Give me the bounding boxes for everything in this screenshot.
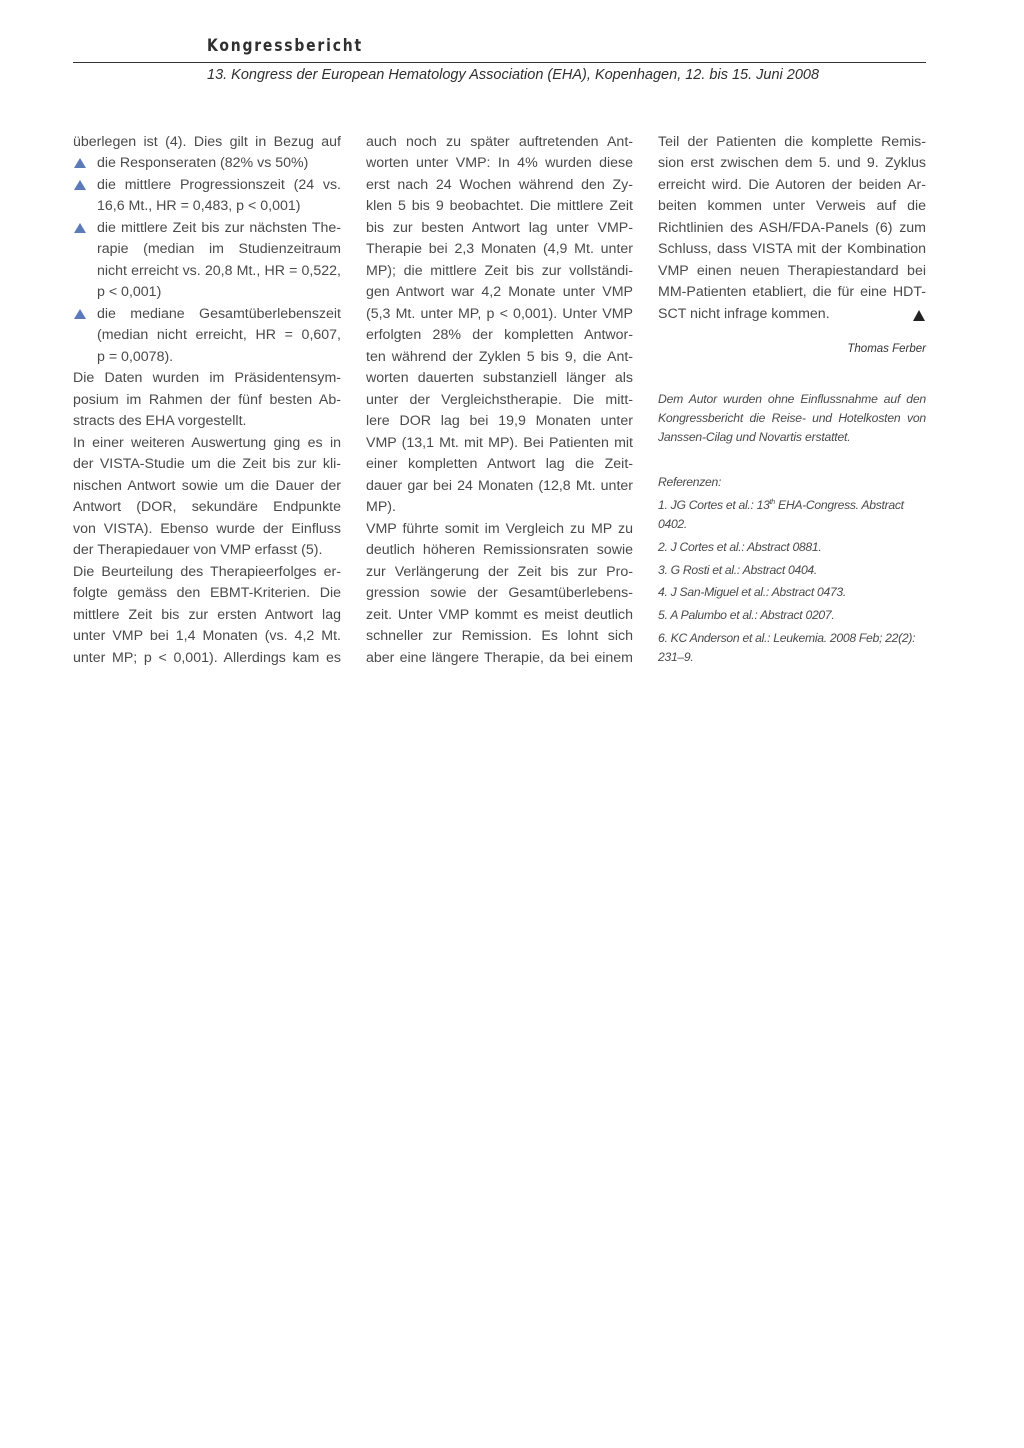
text-line: MP).	[366, 499, 396, 515]
running-header-title: Kongressbericht	[207, 36, 363, 56]
text-line: auch noch zu später auftretenden Ant-	[366, 134, 633, 150]
text-line: SCT nicht infrage kommen.	[658, 306, 830, 322]
list-item: (median nicht erreicht, HR = 0,607,	[97, 327, 341, 343]
reference-item: 0402.	[658, 517, 687, 531]
text-line: überlegen ist (4). Dies gilt in Bezug auf	[73, 134, 341, 150]
text-line: unter MP; p < 0,001). Allerdings kam es	[73, 650, 341, 666]
text-line: gen Antwort war 4,2 Monate unter VMP	[366, 284, 633, 300]
disclosure-line: Dem Autor wurden ohne Einflussnahme auf den	[658, 392, 926, 406]
reference-item	[658, 496, 926, 515]
text-line: erfolgten 28% der kompletten Antwor-	[366, 327, 633, 343]
list-item: p < 0,001)	[97, 284, 162, 300]
text-line: VMP einen neuen Therapiestandard bei	[658, 263, 926, 279]
text-line: Therapie bei 2,3 Monaten (4,9 Mt. unter	[366, 241, 633, 257]
list-item: 16,6 Mt., HR = 0,483, p < 0,001)	[97, 198, 301, 214]
reference-item: 5. A Palumbo et al.: Abstract 0207.	[658, 608, 835, 622]
text-line: Schluss, dass VISTA mit der Kombination	[658, 241, 926, 257]
text-line: Richtlinien des ASH/FDA-Panels (6) zum	[658, 220, 926, 236]
text-line: zur Verlängerung der Zeit bis zur Pro-	[366, 564, 633, 580]
reference-item: 2. J Cortes et al.: Abstract 0881.	[658, 540, 822, 554]
text-line: Antwort (DOR, sekundäre Endpunkte	[73, 499, 341, 515]
text-line: Teil der Patienten die komplette Remis-	[658, 134, 926, 150]
text-line: erst nach 24 Wochen während den Zy-	[366, 177, 633, 193]
reference-text: 1. JG Cortes et al.: 13	[658, 498, 770, 512]
reference-item: 231–9.	[658, 650, 694, 664]
text-line: unter der Vergleichstherapie. Die mitt-	[366, 392, 633, 408]
text-line: worten dauerten substanziell länger als	[366, 370, 633, 386]
triangle-bullet-icon	[74, 180, 86, 190]
running-header-subtitle: 13. Kongress der European Hematology Association (EHA), Kopenhagen, 12. bis 15. Juni 2008	[207, 67, 820, 83]
disclosure-line: Janssen-Cilag und Novartis erstattet.	[658, 430, 851, 444]
text-line: klen 5 bis 9 beobachtet. Die mittlere Zeit	[366, 198, 633, 214]
reference-superscript: th	[769, 498, 775, 506]
text-line: lere DOR lag bei 19,9 Monaten unter	[366, 413, 633, 429]
text-line: unter VMP bei 1,4 Monaten (vs. 4,2 Mt.	[73, 628, 341, 644]
text-line: worten unter VMP: In 4% wurden diese	[366, 155, 633, 171]
reference-text: EHA-Congress. Abstract	[774, 498, 904, 512]
list-item: die mittlere Progressionszeit (24 vs.	[97, 177, 341, 193]
list-item: die Responseraten (82% vs 50%)	[97, 155, 309, 171]
author-name: Thomas Ferber	[847, 343, 926, 355]
text-line: stracts des EHA vorgestellt.	[73, 413, 247, 429]
list-item: p = 0,0078).	[97, 349, 174, 365]
triangle-bullet-icon	[74, 158, 86, 168]
text-line: nischen Antwort sowie um die Dauer der	[73, 478, 341, 494]
article-end-triangle-icon	[913, 310, 925, 321]
text-line: sion erst zwischen dem 5. und 9. Zyklus	[658, 155, 926, 171]
text-line: Die Beurteilung des Therapieerfolges er-	[73, 564, 341, 580]
triangle-bullet-icon	[74, 309, 86, 319]
text-line: erreicht wird. Die Autoren der beiden Ar-	[658, 177, 926, 193]
text-line: VMP führte somit im Vergleich zu MP zu	[366, 521, 633, 537]
text-line: bis zur besten Antwort lag unter VMP-	[366, 220, 633, 236]
text-line: beiten kommen unter Verweis auf die	[658, 198, 926, 214]
text-line: MM-Patienten etabliert, die für eine HDT-	[658, 284, 926, 300]
list-item: nicht erreicht vs. 20,8 Mt., HR = 0,522,	[97, 263, 341, 279]
header-rule	[73, 62, 926, 63]
references-heading: Referenzen:	[658, 475, 722, 489]
reference-item: 3. G Rosti et al.: Abstract 0404.	[658, 563, 817, 577]
text-line: VMP (13,1 Mt. mit MP). Bei Patienten mit	[366, 435, 633, 451]
text-line: posium im Rahmen der fünf besten Ab-	[73, 392, 341, 408]
text-line: gression sowie der Gesamtüberlebens-	[366, 585, 633, 601]
triangle-bullet-icon	[74, 223, 86, 233]
text-line: der VISTA-Studie um die Zeit bis zur kli-	[73, 456, 341, 472]
text-line: MP); die mittlere Zeit bis zur vollständi-	[366, 263, 633, 279]
text-line: einer kompletten Antwort lag die Zeit-	[366, 456, 633, 472]
text-line: ten während der Zyklen 5 bis 9, die Ant-	[366, 349, 633, 365]
list-item: rapie (median im Studienzeitraum	[97, 241, 341, 257]
text-line: (5,3 Mt. unter MP, p < 0,001). Unter VMP	[366, 306, 633, 322]
list-item: die mittlere Zeit bis zur nächsten The-	[97, 220, 341, 236]
text-line: In einer weiteren Auswertung ging es in	[73, 435, 341, 451]
reference-item: 4. J San-Miguel et al.: Abstract 0473.	[658, 585, 846, 599]
text-line: schneller zur Remission. Es lohnt sich	[366, 628, 633, 644]
text-line: folgte gemäss den EBMT-Kriterien. Die	[73, 585, 341, 601]
disclosure-line: Kongressbericht die Reise- und Hotelkosten von	[658, 411, 926, 425]
text-line: von VISTA). Ebenso wurde der Einfluss	[73, 521, 341, 537]
text-line: deutlich höheren Remissionsraten sowie	[366, 542, 633, 558]
text-line: zeit. Unter VMP kommt es meist deutlich	[366, 607, 633, 623]
text-line: Die Daten wurden im Präsidentensym-	[73, 370, 341, 386]
text-line: der Therapiedauer von VMP erfasst (5).	[73, 542, 323, 558]
text-line: dauer gar bei 24 Monaten (12,8 Mt. unter	[366, 478, 633, 494]
reference-item: 6. KC Anderson et al.: Leukemia. 2008 Feb; 22(2):	[658, 631, 916, 645]
text-line: mittlere Zeit bis zur ersten Antwort lag	[73, 607, 341, 623]
text-line: aber eine längere Therapie, da bei einem	[366, 650, 633, 666]
list-item: die mediane Gesamtüberlebenszeit	[97, 306, 341, 322]
